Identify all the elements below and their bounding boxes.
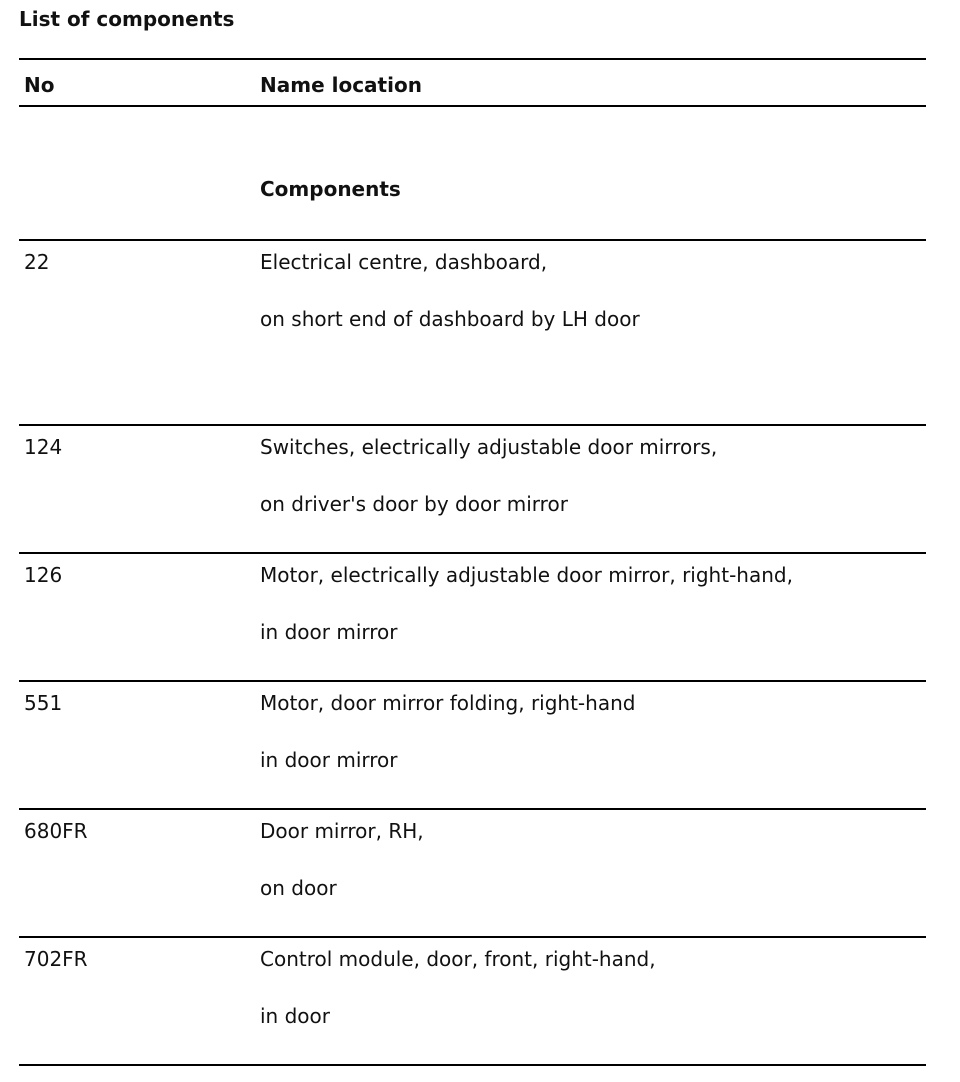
table-row [19, 554, 926, 682]
component-location: in door [260, 1004, 330, 1028]
component-no: 22 [24, 250, 50, 274]
section-row [19, 107, 926, 241]
table-row [19, 810, 926, 938]
page-title: List of components [19, 7, 235, 31]
component-no: 680FR [24, 819, 88, 843]
component-no: 124 [24, 435, 63, 459]
header-no: No [24, 73, 55, 97]
component-location: on short end of dashboard by LH door [260, 307, 640, 331]
component-name: Control module, door, front, right-hand, [260, 947, 656, 971]
table-row [19, 241, 926, 426]
component-name: Motor, electrically adjustable door mirror, right-hand, [260, 563, 793, 587]
table-row [19, 938, 926, 1066]
section-label: Components [260, 177, 401, 201]
header-name-location: Name location [260, 73, 422, 97]
component-name: Electrical centre, dashboard, [260, 250, 548, 274]
components-table [19, 58, 926, 1066]
component-name: Switches, electrically adjustable door mirrors, [260, 435, 718, 459]
component-no: 702FR [24, 947, 88, 971]
component-name: Door mirror, RH, [260, 819, 424, 843]
component-name: Motor, door mirror folding, right-hand [260, 691, 636, 715]
component-location: on driver's door by door mirror [260, 492, 568, 516]
component-location: in door mirror [260, 620, 398, 644]
component-location: in door mirror [260, 748, 398, 772]
table-row [19, 426, 926, 554]
component-location: on door [260, 876, 337, 900]
table-header-row [19, 60, 926, 107]
component-no: 551 [24, 691, 63, 715]
component-no: 126 [24, 563, 63, 587]
table-row [19, 682, 926, 810]
